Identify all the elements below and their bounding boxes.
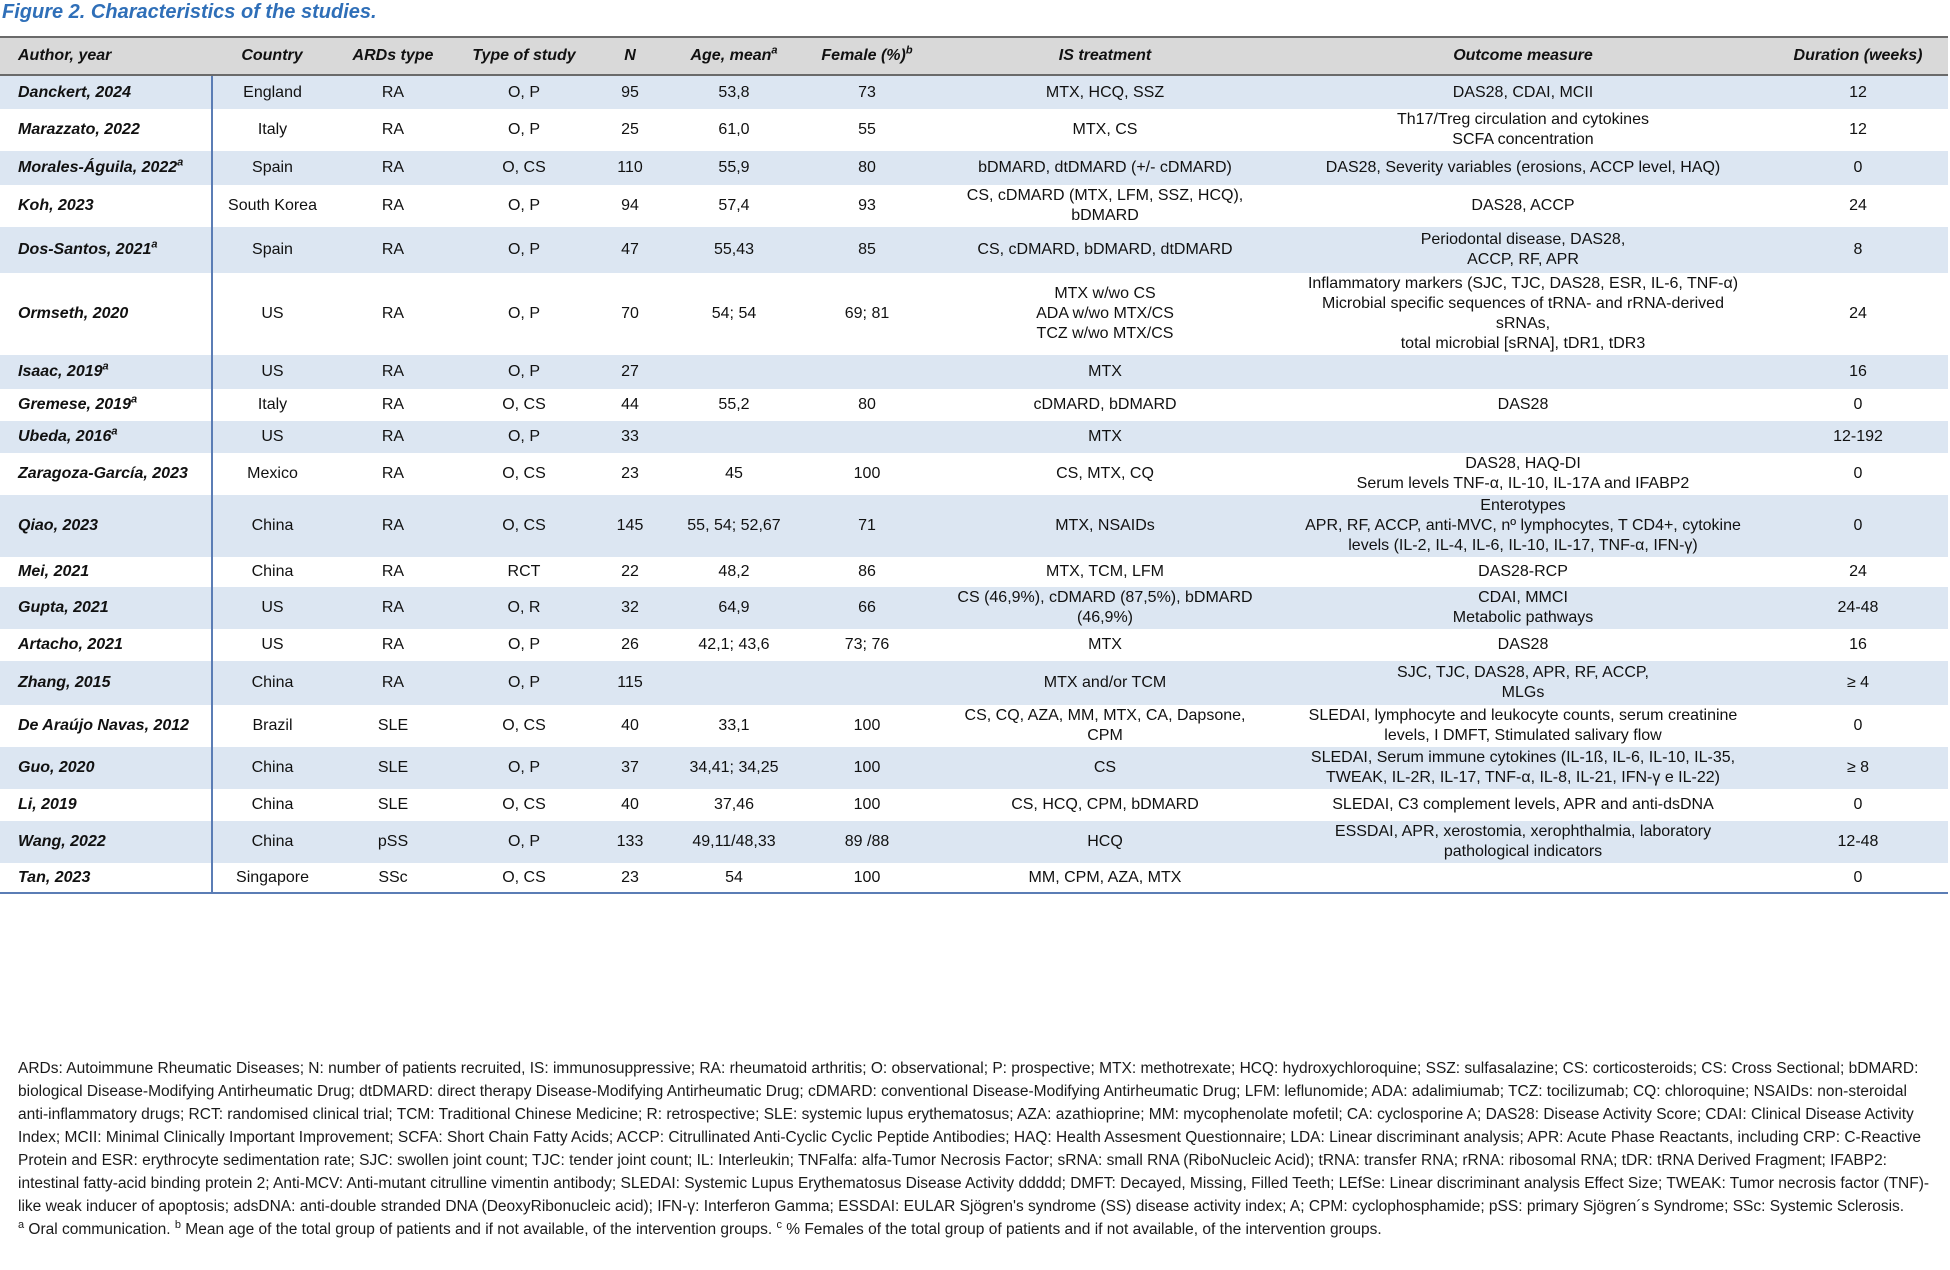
cell-ards: RA [381,465,405,482]
cell-age: 55,9 [666,151,802,185]
cell-duration: ≥ 8 [1768,747,1948,789]
cell-author: Qiao, 2023 [0,495,212,557]
cell-ards: RA [381,121,405,138]
cell-age: 64,9 [666,587,802,629]
cell-country: China [251,563,294,580]
cell-is: CS, MTX, CQ [1056,465,1154,482]
table-row [0,705,1948,747]
cell-ards: RA [381,396,405,413]
cell-type: O, R [454,587,594,629]
cell-n: 40 [621,717,639,734]
cell-type: O, CS [502,796,546,813]
cell-female: 66 [802,587,932,629]
table-row [0,495,1948,557]
table-row [0,421,1948,453]
table-row [0,109,1948,151]
cell-age: 34,41; 34,25 [666,747,802,789]
cell-type: O, CS [454,151,594,185]
cell-type: O, CS [502,396,546,413]
cell-duration: 12 [1768,75,1948,109]
cell-is: MTX [932,355,1278,389]
cell-author: Koh, 2023 [0,185,212,227]
cell-n: 44 [621,396,639,413]
cell-age: 54; 54 [711,305,757,322]
cell-duration: ≥ 4 [1768,661,1948,705]
cell-is: MTX w/wo CS ADA w/wo MTX/CS TCZ w/wo MTX/CS [1036,285,1174,342]
cell-author: Mei, 2021 [0,557,212,587]
cell-ards: pSS [332,821,454,863]
cell-country: US [212,421,332,453]
cell-country: US [212,355,332,389]
cell-author: Zhang, 2015 [0,661,212,705]
cell-female: 55 [858,121,876,138]
cell-duration: 24-48 [1768,587,1948,629]
cell-type: O, P [507,197,540,214]
cell-author: Isaac, 2019$^a$ [0,355,212,389]
cell-is: MTX, TCM, LFM [1046,563,1164,580]
cell-author: Ormseth, 2020 [0,273,212,355]
cell-ards: SLE [377,717,409,734]
cell-female: 73; 76 [844,636,890,653]
cell-n: 40 [621,796,639,813]
cell-country: China [212,661,332,705]
cell-female: 71 [802,495,932,557]
cell-ards: SLE [332,747,454,789]
cell-duration: 12-192 [1768,421,1948,453]
table-row [0,75,1948,109]
cell-author: Gupta, 2021 [0,587,212,629]
cell-duration: 24 [1849,197,1867,214]
cell-duration: 24 [1849,563,1867,580]
cell-duration: 16 [1849,636,1867,653]
cell-female: 100 [853,717,881,734]
cell-is: CS, cDMARD (MTX, LFM, SSZ, HCQ), bDMARD [966,187,1244,224]
cell-country: China [212,495,332,557]
cell-ards: RA [332,587,454,629]
cell-ards: RA [332,355,454,389]
cell-age: 49,11/48,33 [666,821,802,863]
table-row [0,587,1948,629]
col-header-duration: Duration (weeks) [1768,37,1948,75]
cell-country: US [261,636,284,653]
cell-n: 70 [621,305,639,322]
cell-author: Morales-Águila, 2022$^a$ [0,151,212,185]
cell-age [666,661,802,705]
cell-ards: SLE [377,796,409,813]
cell-is: cDMARD, bDMARD [1033,396,1177,413]
cell-duration: 0 [1853,717,1863,734]
cell-ards: SSc [332,863,454,893]
cell-age: 55,2 [718,396,750,413]
cell-duration: 0 [1768,863,1948,893]
cell-country: Mexico [247,465,298,482]
cell-country: China [251,796,294,813]
cell-outcome: Enterotypes APR, RF, ACCP, anti-MVC, nº lymphocytes, T CD4+, cytokine levels (IL-2, IL-4, IL-6, IL-10, IL-17, TNF-α, IFN-γ) [1278,495,1768,557]
cell-author: Marazzato, 2022 [0,109,212,151]
cell-outcome [1278,863,1768,893]
table-row [0,747,1948,789]
cell-age: 54 [666,863,802,893]
table-row [0,557,1948,587]
cell-age [666,355,802,389]
cell-female: 86 [858,563,876,580]
cell-outcome: ESSDAI, APR, xerostomia, xerophthalmia, laboratory pathological indicators [1278,821,1768,863]
cell-type: O, CS [454,495,594,557]
cell-country: Brazil [252,717,293,734]
cell-outcome: DAS28, ACCP [1471,197,1575,214]
cell-age: 48,2 [718,563,750,580]
cell-type: O, CS [502,717,546,734]
cell-n: 110 [594,151,666,185]
cell-ards: RA [332,495,454,557]
table-row [0,355,1948,389]
cell-duration: 16 [1768,355,1948,389]
table-notes [18,1057,1938,1241]
cell-type: O, P [454,227,594,273]
cell-n: 115 [594,661,666,705]
cell-type: O, P [507,121,540,138]
cell-author: Danckert, 2024 [0,75,212,109]
cell-n: 37 [594,747,666,789]
table-header-row [0,37,1948,75]
cell-outcome: DAS28 [1497,636,1549,653]
cell-is: CS, cDMARD, bDMARD, dtDMARD [932,227,1278,273]
cell-duration: 0 [1853,396,1863,413]
cell-female: 69; 81 [844,305,890,322]
cell-female: 100 [853,465,881,482]
cell-female: 80 [858,396,876,413]
cell-outcome [1278,421,1768,453]
cell-duration: 0 [1853,465,1863,482]
cell-type: O, P [454,661,594,705]
cell-author: De Araújo Navas, 2012 [0,705,212,747]
col-header-ards: ARDs type [332,37,454,75]
cell-duration: 0 [1853,796,1863,813]
cell-outcome: DAS28 [1497,396,1549,413]
cell-female: 93 [858,197,876,214]
cell-country: China [212,821,332,863]
cell-age [666,421,802,453]
cell-is: MTX [1088,636,1122,653]
col-header-author: Author, year [0,37,212,75]
cell-country: Italy [257,396,288,413]
cell-duration: 0 [1768,495,1948,557]
col-header-country: Country [212,37,332,75]
cell-author: Artacho, 2021 [0,629,212,661]
cell-ards: RA [332,75,454,109]
cell-female: 100 [802,747,932,789]
cell-duration: 24 [1849,305,1867,322]
cell-is: MTX and/or TCM [932,661,1278,705]
col-header-n: N [594,37,666,75]
cell-ards: RA [381,305,405,322]
cell-duration: 12 [1849,121,1867,138]
cell-country: Italy [257,121,288,138]
table-row [0,661,1948,705]
cell-outcome [1278,355,1768,389]
cell-author: Dos-Santos, 2021$^a$ [0,227,212,273]
table-row [0,863,1948,893]
cell-type: O, P [454,421,594,453]
cell-type: O, P [454,75,594,109]
col-header-is-treatment: IS treatment [932,37,1278,75]
table-row [0,453,1948,495]
cell-n: 47 [594,227,666,273]
table-row [0,185,1948,227]
cell-duration: 0 [1768,151,1948,185]
cell-is: bDMARD, dtDMARD (+/- cDMARD) [932,151,1278,185]
cell-female: 89 /88 [802,821,932,863]
table-row [0,151,1948,185]
cell-outcome: Th17/Treg circulation and cytokines SCFA concentration [1397,111,1649,148]
cell-age: 37,46 [713,796,755,813]
cell-n: 33 [594,421,666,453]
cell-is: CS, CQ, AZA, MM, MTX, CA, Dapsone, CPM [964,707,1246,744]
table-row [0,227,1948,273]
cell-age: 61,0 [718,121,750,138]
cell-age: 53,8 [666,75,802,109]
cell-n: 94 [621,197,639,214]
cell-n: 23 [621,465,639,482]
cell-female [802,661,932,705]
cell-country: Spain [212,227,332,273]
cell-n: 25 [621,121,639,138]
cell-is: CS (46,9%), cDMARD (87,5%), bDMARD (46,9%) [932,587,1278,629]
studies-table [0,36,1948,894]
table-row [0,789,1948,821]
cell-n: 23 [594,863,666,893]
cell-female [802,421,932,453]
cell-outcome: SLEDAI, C3 complement levels, APR and anti-dsDNA [1332,796,1714,813]
cell-outcome: DAS28, Severity variables (erosions, ACCP level, HAQ) [1278,151,1768,185]
cell-is: MTX, CS [1072,121,1138,138]
cell-outcome: Inflammatory markers (SJC, TJC, DAS28, ESR, IL-6, TNF-α) Microbial specific sequences of tRNA- and rRNA-derived sRNAs, total microbial [sRNA], tDR1, tDR3 [1307,275,1739,352]
cell-n: 32 [594,587,666,629]
cell-outcome: DAS28-RCP [1478,563,1568,580]
cell-age: 55,43 [666,227,802,273]
cell-type: O, P [454,747,594,789]
cell-country: China [212,747,332,789]
cell-outcome: CDAI, MMCI Metabolic pathways [1278,587,1768,629]
cell-author: Guo, 2020 [0,747,212,789]
cell-n: 27 [594,355,666,389]
cell-age: 45 [725,465,743,482]
cell-n: 26 [621,636,639,653]
cell-author: Gremese, 2019$^a$ [0,389,212,421]
cell-age: 33,1 [718,717,750,734]
cell-is: CS [932,747,1278,789]
cell-ards: RA [381,197,405,214]
col-header-female: Female (%)$^b$ [802,37,932,75]
cell-is: CS, HCQ, CPM, bDMARD [1011,796,1199,813]
cell-type: O, CS [454,863,594,893]
cell-type: O, P [507,305,540,322]
col-header-type: Type of study [454,37,594,75]
cell-outcome: SLEDAI, lymphocyte and leukocyte counts, serum creatinine levels, I DMFT, Stimulated salivary flow [1308,707,1738,744]
cell-type: O, P [454,355,594,389]
cell-age: 57,4 [718,197,750,214]
cell-is: MTX, HCQ, SSZ [932,75,1278,109]
cell-female: 85 [802,227,932,273]
cell-is: MM, CPM, AZA, MTX [932,863,1278,893]
table-row [0,389,1948,421]
table-row [0,273,1948,355]
cell-age: 55, 54; 52,67 [666,495,802,557]
cell-female: 80 [802,151,932,185]
cell-country: Singapore [212,863,332,893]
cell-duration: 8 [1768,227,1948,273]
cell-ards: RA [332,151,454,185]
cell-country: England [212,75,332,109]
cell-author: Ubeda, 2016$^a$ [0,421,212,453]
cell-n: 133 [594,821,666,863]
cell-ards: RA [332,227,454,273]
footnotes: $^a$ Oral communication. $^b$ Mean age of the total group of patients and if not available, of the intervention groups. $^c$ % Females of the total group of patients and if not available, of the intervention groups. [18,1218,1382,1238]
cell-duration: 12-48 [1768,821,1948,863]
cell-outcome: SJC, TJC, DAS28, APR, RF, ACCP, MLGs [1278,661,1768,705]
cell-n: 22 [621,563,639,580]
col-header-age: Age, mean$^a$ [666,37,802,75]
figure-title: Figure 2. Characteristics of the studies. [2,1,377,23]
table-row [0,821,1948,863]
cell-author: Li, 2019 [0,789,212,821]
cell-country: US [261,305,284,322]
table-row [0,629,1948,661]
col-header-outcome: Outcome measure [1278,37,1768,75]
cell-country: Spain [212,151,332,185]
cell-age: 42,1; 43,6 [698,636,770,653]
cell-type: O, P [454,821,594,863]
cell-type: O, CS [502,465,546,482]
cell-n: 145 [594,495,666,557]
cell-outcome: DAS28, HAQ-DI Serum levels TNF-α, IL-10, IL-17A and IFABP2 [1356,455,1690,492]
cell-outcome: Periodontal disease, DAS28, ACCP, RF, APR [1278,227,1768,273]
cell-is: MTX [932,421,1278,453]
cell-author: Wang, 2022 [0,821,212,863]
cell-author: Tan, 2023 [0,863,212,893]
cell-country: US [212,587,332,629]
cell-female: 100 [802,863,932,893]
cell-outcome: DAS28, CDAI, MCII [1278,75,1768,109]
cell-outcome: SLEDAI, Serum immune cytokines (IL-1ß, IL-6, IL-10, IL-35, TWEAK, IL-2R, IL-17, TNF-α, IL-8, IL-21, IFN-γ e IL-22) [1278,747,1768,789]
abbreviations-note: ARDs: Autoimmune Rheumatic Diseases; N: number of patients recruited, IS: immunosuppressive; RA: rheumatoid arthritis; O: observational; P: prospective; MTX: methotrexate; HCQ: hydroxychloroquine; SSZ: sulfasalazine; CS: corticosteroids; CS: Cross Sectional; bDMARD: biological Disease-Modifying Antirheumatic Drug; dtDMARD: direct therapy Disease-Modifying Antirheumatic Drug; cDMARD: conventional Disease-Modifying Antirheumatic Drug; LFM: leflunomide; ADA: adalimiumab; TCZ: tocilizumab; CQ: chloroquine; NSAIDs: non-steroidal anti-inflammatory drugs; RCT: randomised clinical trial; TCM: Traditional Chinese Medicine; R: retrospective; SLE: systemic lupus erythematosus; AZA: azathioprine; MM: mycophenolate mofetil; CA: cyclosporine A; DAS28: Disease Activity Score; CDAI: Clinical Disease Activity Index; MCII: Minimal Clinically Important Improvement; SCFA: Short Chain Fatty Acids; ACCP: Citrullinated Anti-Cyclic Cyclic Peptide Antibodies; HAQ: Health Assesment Questionnaire; LDA: Linear discriminant analysis; APR: Acute Phase Reactants, including CRP: C-Reactive Protein and ESR: erythrocyte sedimentation rate; SJC: swollen joint count; TJC: tender joint count; IL: Interleukin; TNFalfa: alfa-Tumor Necrosis Factor; sRNA: small RNA (RiboNucleic Acid); tRNA: transfer RNA; rRNA: ribosomal RNA; tDR: tRNA Derived Fragment; IFABP2: intestinal fatty-acid binding protein 2; Anti-MCV: Anti-mutant citrulline vimentin antibody; SLEDAI: Systemic Lupus Erythematosus Disease Activity ddddd; DMFT: Decayed, Missing, Filled Teeth; LEfSe: Linear discriminant analysis Effect Size; TWEAK: Tumor necrosis factor (TNF)-like weak inducer of apoptosis; adsDNA: anti-double stranded DNA (DeoxyRibonucleic acid); IFN-γ: Interferon Gamma; ESSDAI: EULAR Sjögren's syndrome (SS) disease activity index; A; CPM: cyclophosphamide; pSS: primary Sjögren´s Syndrome; SSc: Systemic Sclerosis. [18,1060,1930,1215]
cell-author: Zaragoza-García, 2023 [0,453,212,495]
cell-female [802,355,932,389]
cell-ards: RA [332,661,454,705]
cell-type: O, P [507,636,540,653]
cell-country: South Korea [228,197,317,214]
cell-ards: RA [381,563,405,580]
cell-ards: RA [381,636,405,653]
cell-female: 73 [802,75,932,109]
cell-is: HCQ [932,821,1278,863]
cell-female: 100 [853,796,881,813]
cell-ards: RA [332,421,454,453]
cell-type: RCT [507,563,541,580]
cell-is: MTX, NSAIDs [932,495,1278,557]
cell-n: 95 [594,75,666,109]
